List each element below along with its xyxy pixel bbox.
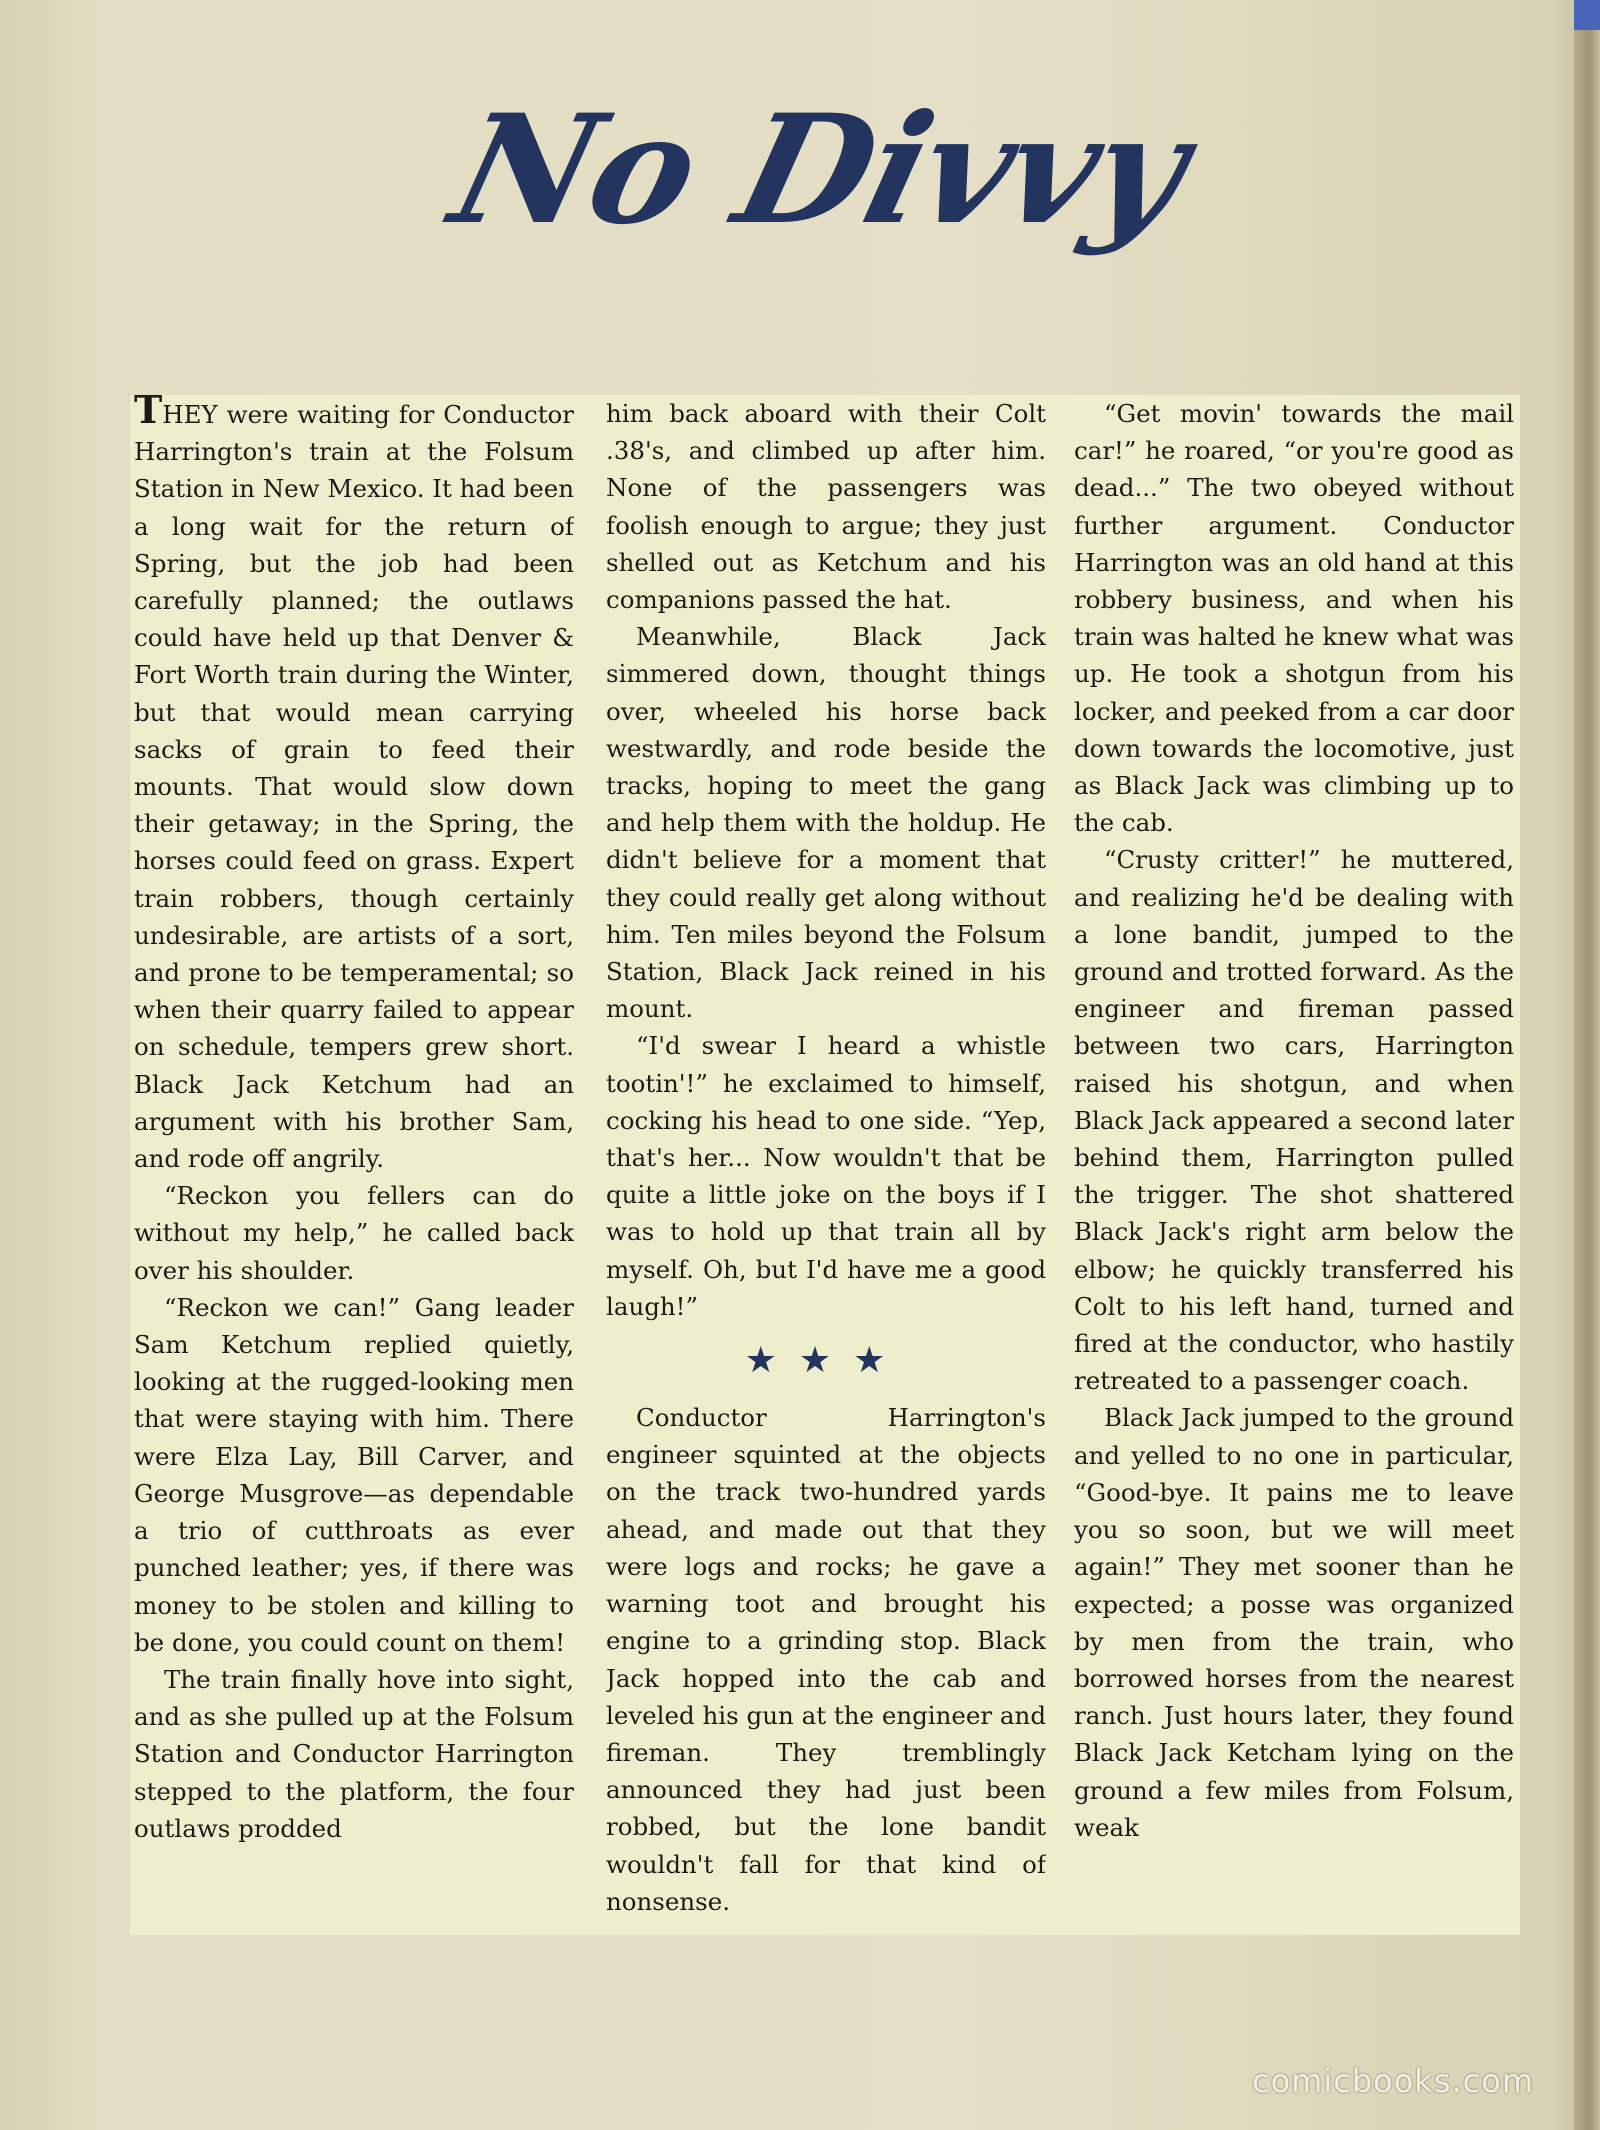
paragraph: Meanwhile, Black Jack simmered down, thought things over, wheeled his horse back westwardly, and rode beside the tracks, hoping to meet the gang and help them with the holdup. He didn't believe for a moment that they could really get along without him. Ten miles beyond the Folsum Station, Black Jack reined in his mount.: [606, 622, 1046, 1024]
section-separator-stars: ★★★: [744, 1340, 908, 1382]
text-column-2: [606, 395, 1046, 1935]
story-title: No Divvy: [437, 82, 1203, 258]
paragraph: “Reckon we can!” Gang leader Sam Ketchum replied quietly, looking at the rugged-looking men that were staying with him. There were Elza Lay, Bill Carver, and George Musgrove—as dependable a trio of cutthroats as ever punched leather; yes, if there was money to be stolen and killing to be done, you could count on them!: [134, 1292, 574, 1657]
article-body: [130, 395, 1520, 1935]
cover-edge-strip: [1574, 0, 1600, 30]
paragraph-text: HEY were waiting for Conductor Harrington's train at the Folsum Station in New Mexico. It had been a long wait for the return of Spring, but the job had been carefully planned; the outlaws could have held up that Denver & Fort Worth train during the Winter, but that would mean carrying sacks of grain to feed their mounts. That would slow down their getaway; in the Spring, the horses could feed on grass. Expert train robbers, though certainly undesirable, are artists of a sort, and prone to be temperamental; so when their quarry failed to appear on schedule, tempers grew short. Black Jack Ketchum had an argument with his brother Sam, and rode off angrily.: [134, 400, 574, 1174]
paragraph: “Get movin' towards the mail car!” he roared, “or you're good as dead...” The two obeyed without further argument. Conductor Harrington was an old hand at this robbery business, and when his train was halted he knew what was up. He took a shotgun from his locker, and peeked from a car door down towards the locomotive, just as Black Jack was climbing up to the cab.: [1074, 399, 1514, 838]
text-column-3: [1074, 395, 1514, 1935]
page-edge: [1574, 0, 1600, 2130]
drop-cap: T: [134, 395, 163, 432]
paragraph: Conductor Harrington's engineer squinted at the objects on the track two-hundred yards ahead, and made out that they were logs and rocks; he gave a warning toot and brought his engine to a grinding stop. Black Jack hopped into the cab and leveled his gun at the engineer and fireman. They tremblingly announced they had just been robbed, but the lone bandit wouldn't fall for that kind of nonsense.: [606, 1403, 1046, 1916]
site-watermark: comicbooks.com: [1251, 2062, 1534, 2100]
paragraph: “Reckon you fellers can do without my help,” he called back over his shoulder.: [134, 1181, 574, 1285]
paragraph: Black Jack jumped to the ground and yelled to no one in particular, “Good-bye. It pains me to leave you so soon, but we will meet again!” They met sooner than he expected; a posse was organized by men from the train, who borrowed horses from the nearest ranch. Just hours later, they found Black Jack Ketcham lying on the ground a few miles from Folsum, weak: [1074, 1403, 1514, 1842]
paragraph: The train finally hove into sight, and as she pulled up at the Folsum Station and Conductor Harrington stepped to the platform, the four outlaws prodded: [134, 1664, 574, 1843]
paragraph: “Crusty critter!” he muttered, and realizing he'd be dealing with a lone bandit, jumped to the ground and trotted forward. As the engineer and fireman passed between two cars, Harrington raised his shotgun, and when Black Jack appeared a second later behind them, Harrington pulled the trigger. The shot shattered Black Jack's right arm below the elbow; he quickly transferred his Colt to his left hand, turned and fired at the conductor, who hastily retreated to a passenger coach.: [1074, 845, 1514, 1396]
paragraph: “I'd swear I heard a whistle tootin'!” he exclaimed to himself, cocking his head to one side. “Yep, that's her... Now wouldn't that be quite a little joke on the boys if I was to hold up that train all by myself. Oh, but I'd have me a good laugh!”: [606, 1031, 1046, 1321]
paragraph: [134, 395, 574, 1177]
text-column-1: [134, 395, 574, 1935]
paragraph: him back aboard with their Colt .38's, and climbed up after him. None of the passengers was foolish enough to argue; they just shelled out as Ketchum and his companions passed the hat.: [606, 399, 1046, 615]
